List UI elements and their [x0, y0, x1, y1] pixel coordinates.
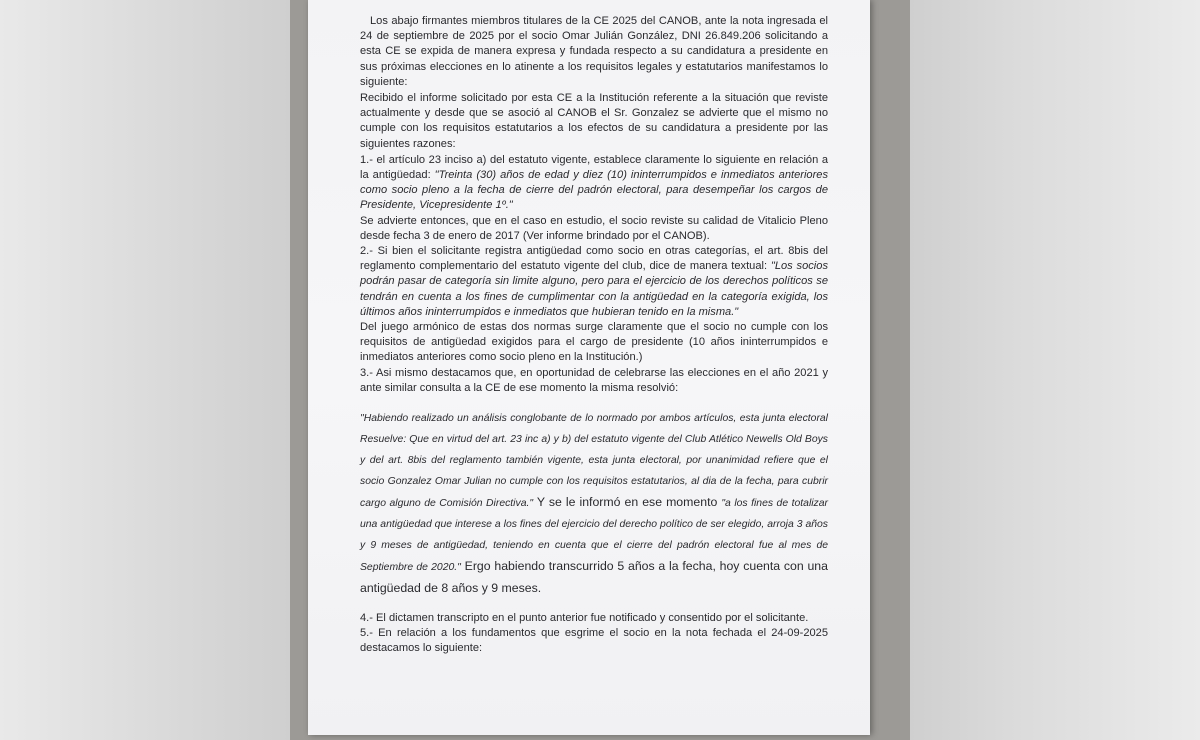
background-left [0, 0, 290, 740]
resolution-text: "Habiendo realizado un análisis conglobante de lo normado por ambos artículos, esta junta electoral Resuelve: Que en virtud del art. 23 inc a) y b) del estatuto vigente del Club Atlético Newells Old Boys y del art. 8bis del reglamento también vigente, esta junta electoral, por unanimidad refiere que el socio Gonzalez Omar Julian no cumple con los requisitos estatutarios, al dia de la fecha, para cubrir cargo alguno de Comisión Directiva." [360, 413, 828, 510]
paragraph-point-1 [360, 153, 828, 214]
point-2-text: 2.- Si bien el solicitante registra antigüedad como socio en otras categorías, el art. 8bis del reglamento complementario del estatuto vigente del club, dice de manera textual: [360, 245, 828, 273]
resolution-2021-quote [360, 408, 828, 600]
document-body [360, 14, 828, 657]
paragraph-point-3: 3.- Asi mismo destacamos que, en oportunidad de celebrarse las elecciones en el año 2021 y ante similar consulta a la CE de ese momento la misma resolvió: [360, 366, 828, 394]
paragraph-vitalicio: Se advierte entonces, que en el caso en estudio, el socio reviste su calidad de Vitalicio Pleno desde fecha 3 de enero de 2017 (Ver informe brindado por el CANOB). [360, 214, 828, 242]
paragraph-report: Recibido el informe solicitado por esta CE a la Institución referente a la situación que reviste actualmente y desde que se asoció al CANOB el Sr. Gonzalez se advierte que el mismo no cumple con los requisitos estatutarios a los efectos de su candidatura a presidente por las siguientes razones: [360, 92, 828, 150]
seniority-quote: "a los fines de totalizar una antigüedad que interese a los fines del ejercicio del derecho político de ser elegido, arroja 3 años y 9 meses de antigüedad, teniendo en cuenta que el cierre del padrón electoral fue al mes de Septiembre de 2020." [360, 498, 828, 574]
ergo-text: Ergo habiendo transcurrido 5 años a la fecha, hoy cuenta con una antigüedad de 8 años y 9 meses. [360, 559, 828, 596]
paragraph-point-4: 4.- El dictamen transcripto en el punto anterior fue notificado y consentido por el solicitante. [360, 612, 809, 625]
paragraph-conclusion: Del juego armónico de estas dos normas surge claramente que el socio no cumple con los requisitos de antigüedad exigidos para el cargo de presidente (10 años ininterrumpidos e inmediatos anteriores como socio pleno en la Institución.) [360, 321, 828, 364]
article-8bis-quote: "Los socios podrán pasar de categoría sin limite alguno, pero para el ejercicio de los derechos políticos se tendrán en cuenta a los fines de cumplimentar con la antigüedad en la categoría exigida, los últimos años ininterrumpidos e inmediatos que hubieran tenido en la misma." [360, 260, 828, 318]
background-right [910, 0, 1200, 740]
document-photo [290, 0, 910, 740]
paragraph-point-2 [360, 244, 828, 320]
article-23-quote: "Treinta (30) años de edad y diez (10) ininterrumpidos e inmediatos anteriores como socio pleno a la fecha de cierre del padrón electoral, para desempeñar los cargos de Presidente, Vicepresidente 1º." [360, 169, 828, 212]
paragraph-point-5: 5.- En relación a los fundamentos que esgrime el socio en la nota fechada el 24-09-2025 destacamos lo siguiente: [360, 627, 828, 655]
point-1-text: 1.- el artículo 23 inciso a) del estatuto vigente, establece claramente lo siguiente en relación a la antigüedad: [360, 153, 828, 182]
paper-sheet [308, 0, 870, 735]
informed-text: Y se le informó en ese momento [533, 495, 722, 510]
paragraph-intro: Los abajo firmantes miembros titulares de la CE 2025 del CANOB, ante la nota ingresada el 24 de septiembre de 2025 por el socio Omar Julián González, DNI 26.849.206 solicitando a esta CE se expida de manera expresa y fundada respecto a su candidatura a presidente en sus próximas elecciones en lo atinente a los requisitos legales y estatutarios manifestamos lo siguiente: [360, 15, 828, 88]
